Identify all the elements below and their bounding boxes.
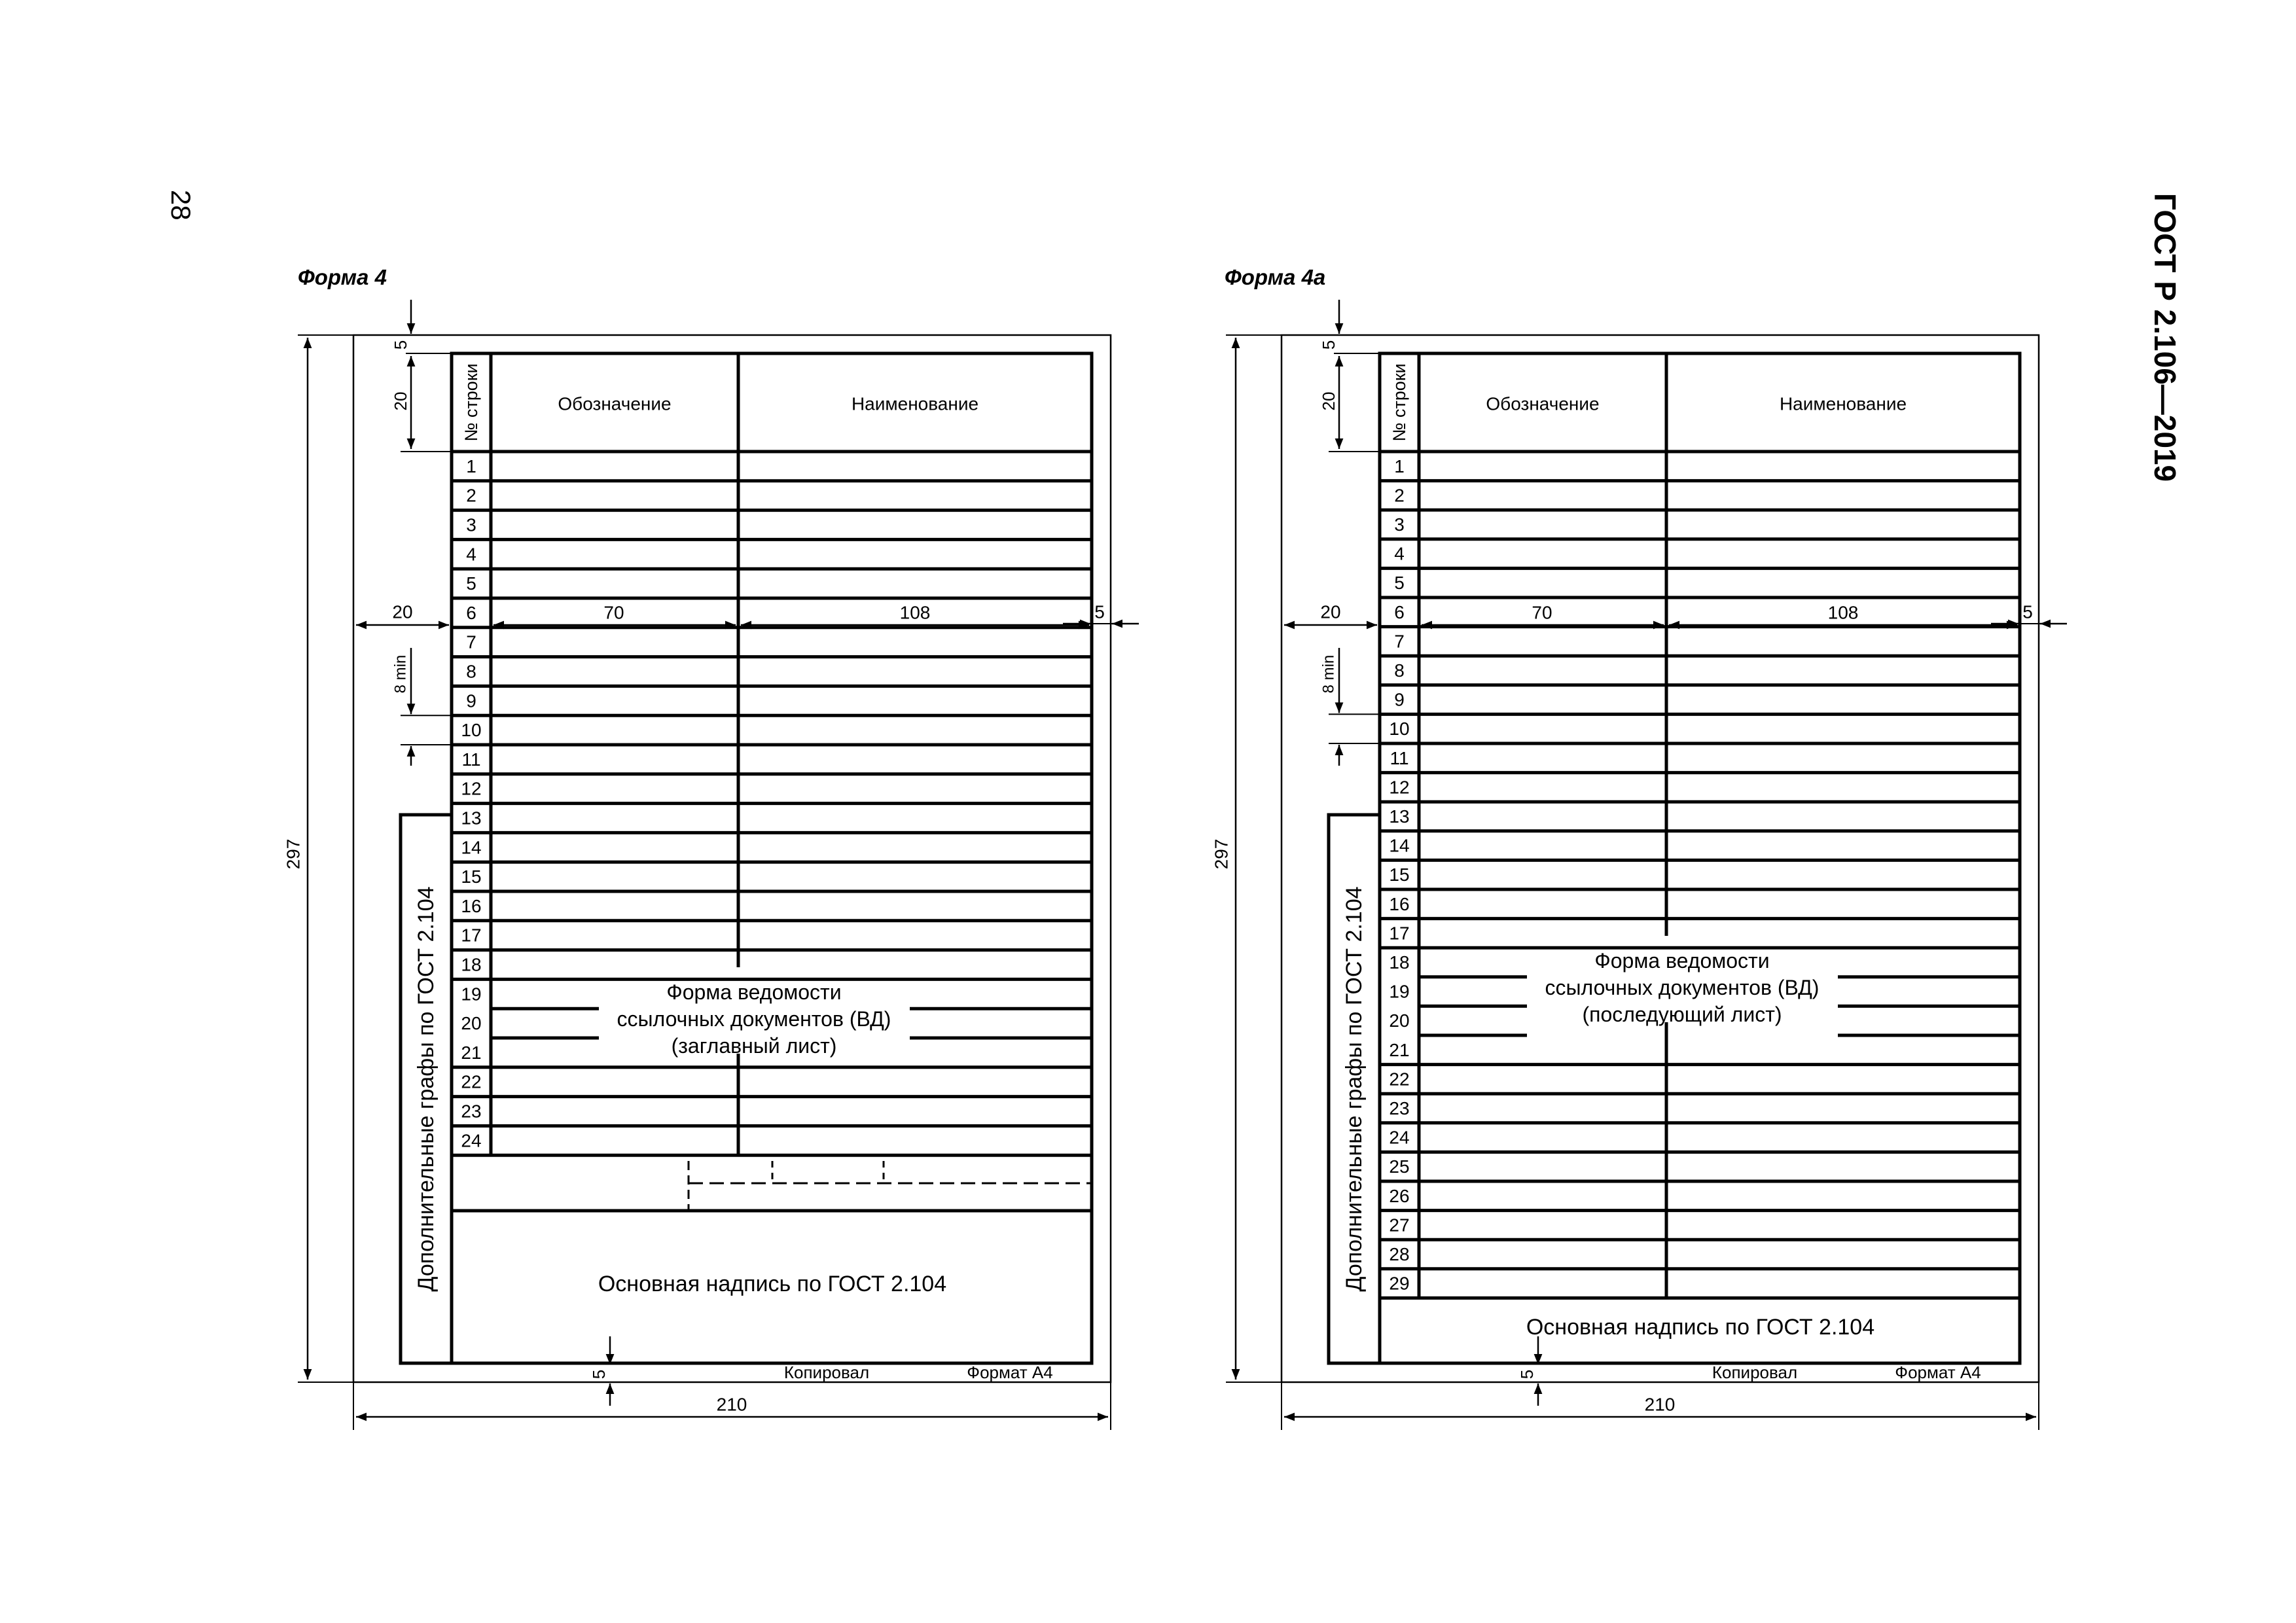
footer-copied: Копировал xyxy=(783,1363,870,1382)
row-number: 14 xyxy=(461,837,482,858)
dim-col2-label: 108 xyxy=(899,602,931,623)
row-number: 10 xyxy=(1389,719,1410,740)
row-number: 6 xyxy=(1394,601,1405,622)
row-number: 15 xyxy=(461,866,482,887)
caption-line: Форма ведомости xyxy=(1594,949,1770,972)
dim-col1-label: 70 xyxy=(1532,602,1552,623)
row-number: 6 xyxy=(466,602,476,623)
side-columns-label: Дополнительные графы по ГОСТ 2.104 xyxy=(414,886,439,1292)
row-number: 5 xyxy=(1394,573,1405,594)
row-number: 9 xyxy=(466,690,476,711)
header-designation: Обозначение xyxy=(558,393,672,414)
row-number: 17 xyxy=(461,925,482,946)
dim-bottom-label: 5 xyxy=(1517,1369,1537,1380)
row-number: 7 xyxy=(466,632,476,652)
row-number: 20 xyxy=(1389,1010,1410,1031)
dim-col2-label: 108 xyxy=(1827,602,1859,623)
footer-format: Формат А4 xyxy=(967,1363,1053,1382)
dim-right-label: 5 xyxy=(2022,601,2033,622)
form-4a-title: Форма 4а xyxy=(1225,265,1326,289)
title-block-label: Основная надпись по ГОСТ 2.104 xyxy=(598,1272,947,1296)
row-number: 2 xyxy=(1394,485,1405,506)
row-number: 8 xyxy=(1394,660,1405,681)
row-number: 1 xyxy=(1394,455,1405,476)
row-number: 4 xyxy=(466,544,476,565)
dim-row-label: 8 min xyxy=(1319,654,1338,694)
row-number: 26 xyxy=(1389,1185,1410,1206)
row-number: 25 xyxy=(1389,1156,1410,1177)
row-number: 13 xyxy=(461,808,482,829)
row-number: 13 xyxy=(1389,806,1410,827)
row-number: 12 xyxy=(1389,777,1410,798)
row-number: 24 xyxy=(1389,1127,1410,1148)
row-number: 20 xyxy=(461,1013,482,1034)
caption-line: (заглавный лист) xyxy=(671,1034,837,1058)
row-number: 3 xyxy=(466,514,476,535)
dim-bottom-label: 5 xyxy=(589,1369,609,1380)
caption-line: (последующий лист) xyxy=(1582,1003,1782,1026)
row-number: 7 xyxy=(1394,631,1405,652)
row-number: 23 xyxy=(461,1101,482,1122)
form-4 xyxy=(283,300,1139,1430)
row-number: 12 xyxy=(461,778,482,799)
standard-designation: ГОСТ Р 2.106—2019 xyxy=(2148,193,2182,482)
side-columns-label: Дополнительные графы по ГОСТ 2.104 xyxy=(1342,886,1367,1292)
row-number: 11 xyxy=(461,749,481,770)
row-number: 5 xyxy=(466,573,476,594)
row-number: 22 xyxy=(1389,1069,1410,1090)
header-name: Наименование xyxy=(1779,393,1907,414)
footer-copied: Копировал xyxy=(1712,1363,1798,1382)
row-number: 15 xyxy=(1389,865,1410,885)
row-number: 9 xyxy=(1394,689,1405,710)
row-number: 4 xyxy=(1394,543,1405,564)
row-number: 18 xyxy=(461,954,482,975)
dim-top-label: 5 xyxy=(391,340,410,350)
row-number: 17 xyxy=(1389,923,1410,944)
dim-header-label: 20 xyxy=(391,391,410,411)
page-number: 28 xyxy=(166,190,196,221)
row-number: 27 xyxy=(1389,1215,1410,1236)
row-number: 16 xyxy=(1389,893,1410,914)
row-number: 21 xyxy=(461,1042,482,1063)
form-4a xyxy=(1211,300,2068,1430)
header-name: Наименование xyxy=(851,393,979,414)
dim-row-label: 8 min xyxy=(391,654,410,694)
caption-line: Форма ведомости xyxy=(666,980,842,1004)
row-number: 24 xyxy=(461,1130,482,1151)
dim-width-label: 210 xyxy=(1644,1394,1676,1415)
row-number: 18 xyxy=(1389,952,1410,972)
dim-header-label: 20 xyxy=(1319,391,1338,411)
dim-height-label: 297 xyxy=(283,838,304,870)
row-number: 29 xyxy=(1389,1273,1410,1294)
row-number: 21 xyxy=(1389,1039,1410,1060)
row-number: 23 xyxy=(1389,1098,1410,1118)
form-4-title: Форма 4 xyxy=(298,265,387,289)
dim-left-label: 20 xyxy=(392,601,413,622)
row-number: 10 xyxy=(461,720,482,741)
row-number: 28 xyxy=(1389,1244,1410,1264)
row-number: 2 xyxy=(466,485,476,506)
dim-col1-label: 70 xyxy=(603,602,624,623)
row-number: 3 xyxy=(1394,514,1405,535)
row-number: 1 xyxy=(466,455,476,476)
footer-format: Формат А4 xyxy=(1895,1363,1981,1382)
title-block-label: Основная надпись по ГОСТ 2.104 xyxy=(1526,1315,1875,1340)
row-number: 8 xyxy=(466,661,476,682)
header-row-number: № строки xyxy=(461,363,481,442)
row-number: 22 xyxy=(461,1071,482,1092)
row-number: 11 xyxy=(1390,747,1409,768)
dim-width-label: 210 xyxy=(716,1394,747,1415)
row-number: 14 xyxy=(1389,835,1410,856)
dim-height-label: 297 xyxy=(1211,838,1232,870)
row-number: 19 xyxy=(1389,981,1410,1002)
caption-line: ссылочных документов (ВД) xyxy=(617,1007,891,1031)
header-designation: Обозначение xyxy=(1486,393,1600,414)
dim-top-label: 5 xyxy=(1319,340,1338,350)
dim-right-label: 5 xyxy=(1094,601,1105,622)
header-row-number: № строки xyxy=(1390,363,1409,442)
caption-line: ссылочных документов (ВД) xyxy=(1545,976,1820,999)
row-number: 19 xyxy=(461,984,482,1005)
dim-left-label: 20 xyxy=(1320,601,1341,622)
row-number: 16 xyxy=(461,895,482,916)
